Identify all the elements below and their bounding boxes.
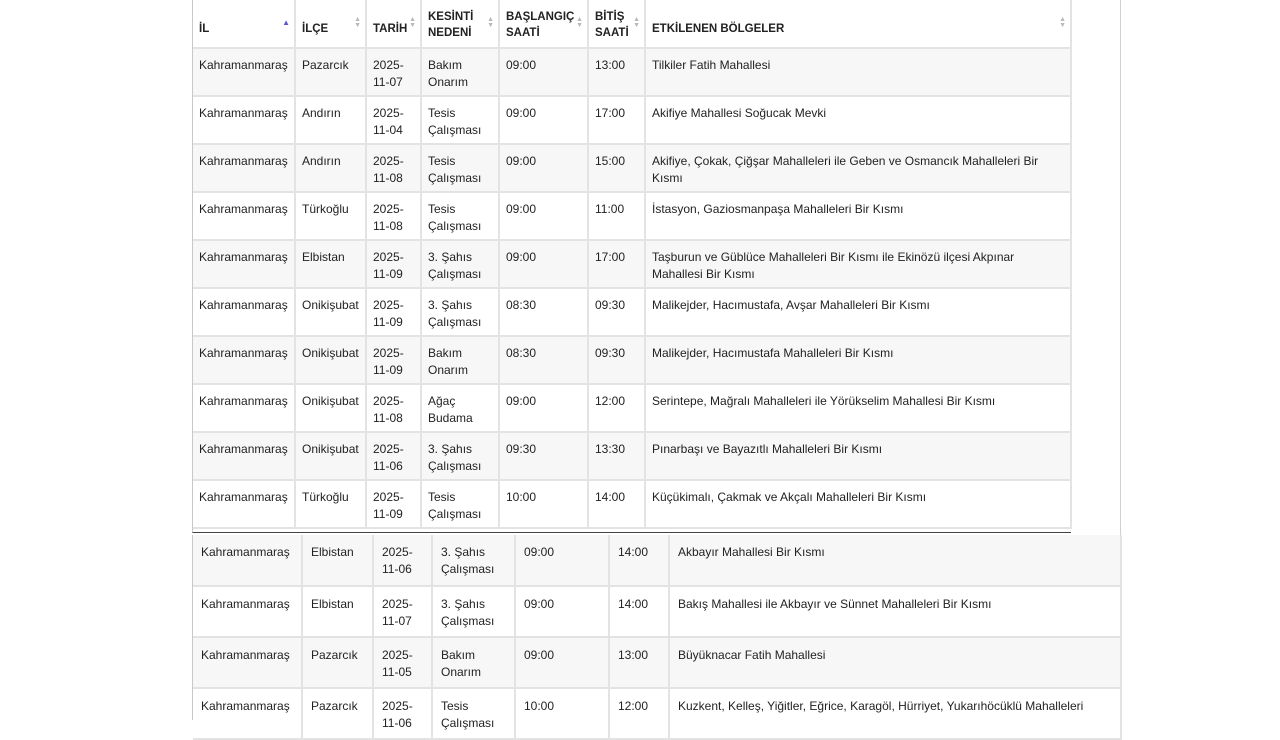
cell-ilce: Elbistan — [295, 240, 366, 288]
cell-baslangic: 09:00 — [499, 144, 588, 192]
column-header-baslangic[interactable] — [499, 0, 588, 48]
sort-both-icon: ▲ ▼ — [633, 16, 640, 29]
cell-il: Kahramanmaraş — [193, 480, 295, 528]
cell-baslangic: 09:00 — [515, 535, 609, 586]
cell-bitis: 15:00 — [588, 144, 645, 192]
cell-neden: Tesis Çalışması — [432, 688, 515, 739]
cell-ilce: Onikişubat — [295, 384, 366, 432]
cell-baslangic: 08:30 — [499, 288, 588, 336]
cell-bolgeler: Kuzkent, Kelleş, Yiğitler, Eğrice, Karagöl, Hürriyet, Yukarıhöcüklü Mahalleleri — [669, 688, 1121, 739]
cell-ilce: Andırın — [295, 144, 366, 192]
cell-tarih: 2025-11-06 — [373, 535, 432, 586]
table-row — [193, 144, 1071, 192]
table-row — [193, 48, 1071, 96]
column-header-neden[interactable] — [421, 0, 499, 48]
cell-bolgeler: Serintepe, Mağralı Mahalleleri ile Yörükselim Mahallesi Bir Kısmı — [645, 384, 1071, 432]
table-row — [193, 288, 1071, 336]
column-header-label: İL — [199, 22, 210, 35]
cell-neden: 3. Şahıs Çalışması — [432, 535, 515, 586]
sort-both-icon: ▲ ▼ — [409, 16, 416, 29]
column-header-label: SAATİ — [595, 26, 629, 39]
cell-bolgeler: Taşburun ve Güblüce Mahalleleri Bir Kısmı ile Ekinözü ilçesi Akpınar Mahallesi Bir Kısmı — [645, 240, 1071, 288]
table-header-row — [193, 0, 1071, 48]
sort-both-icon: ▲ ▼ — [576, 16, 583, 29]
cell-tarih: 2025-11-08 — [366, 384, 421, 432]
cell-bitis: 13:30 — [588, 432, 645, 480]
cell-ilce: Pazarcık — [295, 48, 366, 96]
cell-ilce: Onikişubat — [295, 432, 366, 480]
cell-bitis: 17:00 — [588, 240, 645, 288]
cell-ilce: Elbistan — [302, 535, 373, 586]
cell-neden: Ağaç Budama — [421, 384, 499, 432]
cell-neden: Bakım Onarım — [432, 637, 515, 688]
cell-tarih: 2025-11-09 — [366, 480, 421, 528]
cell-neden: 3. Şahıs Çalışması — [421, 240, 499, 288]
cell-il: Kahramanmaraş — [193, 96, 295, 144]
cell-neden: Tesis Çalışması — [421, 144, 499, 192]
column-header-label: İLÇE — [302, 22, 329, 35]
cell-il: Kahramanmaraş — [193, 288, 295, 336]
page-divider — [1120, 0, 1121, 535]
cell-bitis: 17:00 — [588, 96, 645, 144]
column-header-bolgeler[interactable] — [645, 0, 1071, 48]
outage-table-continuation-panel — [192, 535, 1121, 730]
cell-ilce: Onikişubat — [295, 336, 366, 384]
cell-neden: Bakım Onarım — [421, 48, 499, 96]
cell-tarih: 2025-11-08 — [366, 144, 421, 192]
cell-baslangic: 10:00 — [499, 480, 588, 528]
table-row — [193, 688, 1121, 739]
cell-ilce: Türkoğlu — [295, 192, 366, 240]
sort-asc-icon: ▲ — [282, 18, 290, 27]
cell-tarih: 2025-11-07 — [373, 586, 432, 637]
table-row — [193, 480, 1071, 528]
cell-bitis: 09:30 — [588, 288, 645, 336]
cell-bolgeler: Malikejder, Hacımustafa Mahalleleri Bir Kısmı — [645, 336, 1071, 384]
cell-tarih: 2025-11-04 — [366, 96, 421, 144]
cell-il: Kahramanmaraş — [193, 637, 302, 688]
cell-ilce: Türkoğlu — [295, 480, 366, 528]
outage-table — [193, 0, 1072, 529]
cell-ilce: Pazarcık — [302, 637, 373, 688]
cell-il: Kahramanmaraş — [193, 192, 295, 240]
table-row — [193, 637, 1121, 688]
cell-il: Kahramanmaraş — [193, 432, 295, 480]
column-header-label: SAATİ — [506, 26, 540, 39]
cell-baslangic: 09:00 — [499, 384, 588, 432]
table-row — [193, 432, 1071, 480]
cell-baslangic: 09:00 — [499, 192, 588, 240]
cell-bitis: 12:00 — [609, 688, 669, 739]
cell-neden: 3. Şahıs Çalışması — [421, 288, 499, 336]
cell-bitis: 09:30 — [588, 336, 645, 384]
cell-neden: Tesis Çalışması — [421, 192, 499, 240]
column-header-ilce[interactable] — [295, 0, 366, 48]
cell-il: Kahramanmaraş — [193, 384, 295, 432]
cell-neden: Tesis Çalışması — [421, 96, 499, 144]
cell-bitis: 14:00 — [609, 586, 669, 637]
table-row — [193, 384, 1071, 432]
cell-il: Kahramanmaraş — [193, 688, 302, 739]
table-row — [193, 192, 1071, 240]
column-header-label: TARİH — [373, 22, 408, 35]
cell-baslangic: 09:00 — [515, 586, 609, 637]
cell-bitis: 11:00 — [588, 192, 645, 240]
cell-neden: Bakım Onarım — [421, 336, 499, 384]
table-row — [193, 586, 1121, 637]
cell-tarih: 2025-11-09 — [366, 288, 421, 336]
cell-bolgeler: Küçükimalı, Çakmak ve Akçalı Mahalleleri Bir Kısmı — [645, 480, 1071, 528]
cell-bitis: 12:00 — [588, 384, 645, 432]
cell-ilce: Andırın — [295, 96, 366, 144]
cell-il: Kahramanmaraş — [193, 336, 295, 384]
cell-ilce: Elbistan — [302, 586, 373, 637]
cell-tarih: 2025-11-07 — [366, 48, 421, 96]
cell-tarih: 2025-11-06 — [366, 432, 421, 480]
cell-neden: 3. Şahıs Çalışması — [432, 586, 515, 637]
table-row — [193, 240, 1071, 288]
outage-table-panel — [192, 0, 1071, 533]
cell-bolgeler: Büyüknacar Fatih Mahallesi — [669, 637, 1121, 688]
cell-bolgeler: Akbayır Mahallesi Bir Kısmı — [669, 535, 1121, 586]
cell-il: Kahramanmaraş — [193, 586, 302, 637]
table-row — [193, 336, 1071, 384]
sort-both-icon: ▲ ▼ — [487, 16, 494, 29]
sort-both-icon: ▲ ▼ — [1059, 16, 1066, 29]
table-row — [193, 96, 1071, 144]
column-header-il[interactable] — [193, 0, 295, 48]
cell-bitis: 13:00 — [588, 48, 645, 96]
column-header-tarih[interactable] — [366, 0, 421, 48]
column-header-label: BAŞLANGIÇ — [506, 10, 575, 23]
column-header-bitis[interactable] — [588, 0, 645, 48]
cell-bitis: 13:00 — [609, 637, 669, 688]
cell-tarih: 2025-11-08 — [366, 192, 421, 240]
cell-baslangic: 10:00 — [515, 688, 609, 739]
cell-neden: Tesis Çalışması — [421, 480, 499, 528]
cell-bolgeler: Akifiye Mahallesi Soğucak Mevki — [645, 96, 1071, 144]
cell-baslangic: 09:00 — [499, 48, 588, 96]
cell-neden: 3. Şahıs Çalışması — [421, 432, 499, 480]
table-row — [193, 535, 1121, 586]
cell-tarih: 2025-11-09 — [366, 336, 421, 384]
cell-il: Kahramanmaraş — [193, 48, 295, 96]
cell-bolgeler: Bakış Mahallesi ile Akbayır ve Sünnet Mahalleleri Bir Kısmı — [669, 586, 1121, 637]
cell-baslangic: 09:00 — [499, 240, 588, 288]
cell-tarih: 2025-11-09 — [366, 240, 421, 288]
cell-il: Kahramanmaraş — [193, 240, 295, 288]
cell-baslangic: 09:00 — [515, 637, 609, 688]
cell-bolgeler: Pınarbaşı ve Bayazıtlı Mahalleleri Bir Kısmı — [645, 432, 1071, 480]
column-header-label: BİTİŞ — [595, 10, 625, 23]
column-header-label: ETKİLENEN BÖLGELER — [652, 22, 785, 35]
cell-tarih: 2025-11-05 — [373, 637, 432, 688]
cell-baslangic: 09:00 — [499, 96, 588, 144]
cell-bolgeler: İstasyon, Gaziosmanpaşa Mahalleleri Bir Kısmı — [645, 192, 1071, 240]
cell-ilce: Onikişubat — [295, 288, 366, 336]
cell-ilce: Pazarcık — [302, 688, 373, 739]
cell-baslangic: 09:30 — [499, 432, 588, 480]
sort-both-icon: ▲ ▼ — [354, 16, 361, 29]
outage-table-continuation — [193, 535, 1122, 740]
cell-bolgeler: Tilkiler Fatih Mahallesi — [645, 48, 1071, 96]
cell-bitis: 14:00 — [588, 480, 645, 528]
column-header-label: NEDENİ — [428, 26, 472, 39]
column-header-label: KESİNTİ — [428, 10, 474, 23]
cell-bolgeler: Malikejder, Hacımustafa, Avşar Mahalleleri Bir Kısmı — [645, 288, 1071, 336]
cell-baslangic: 08:30 — [499, 336, 588, 384]
cell-tarih: 2025-11-06 — [373, 688, 432, 739]
cell-il: Kahramanmaraş — [193, 144, 295, 192]
cell-il: Kahramanmaraş — [193, 535, 302, 586]
cell-bolgeler: Akifiye, Çokak, Çiğşar Mahalleleri ile Geben ve Osmancık Mahalleleri Bir Kısmı — [645, 144, 1071, 192]
cell-bitis: 14:00 — [609, 535, 669, 586]
